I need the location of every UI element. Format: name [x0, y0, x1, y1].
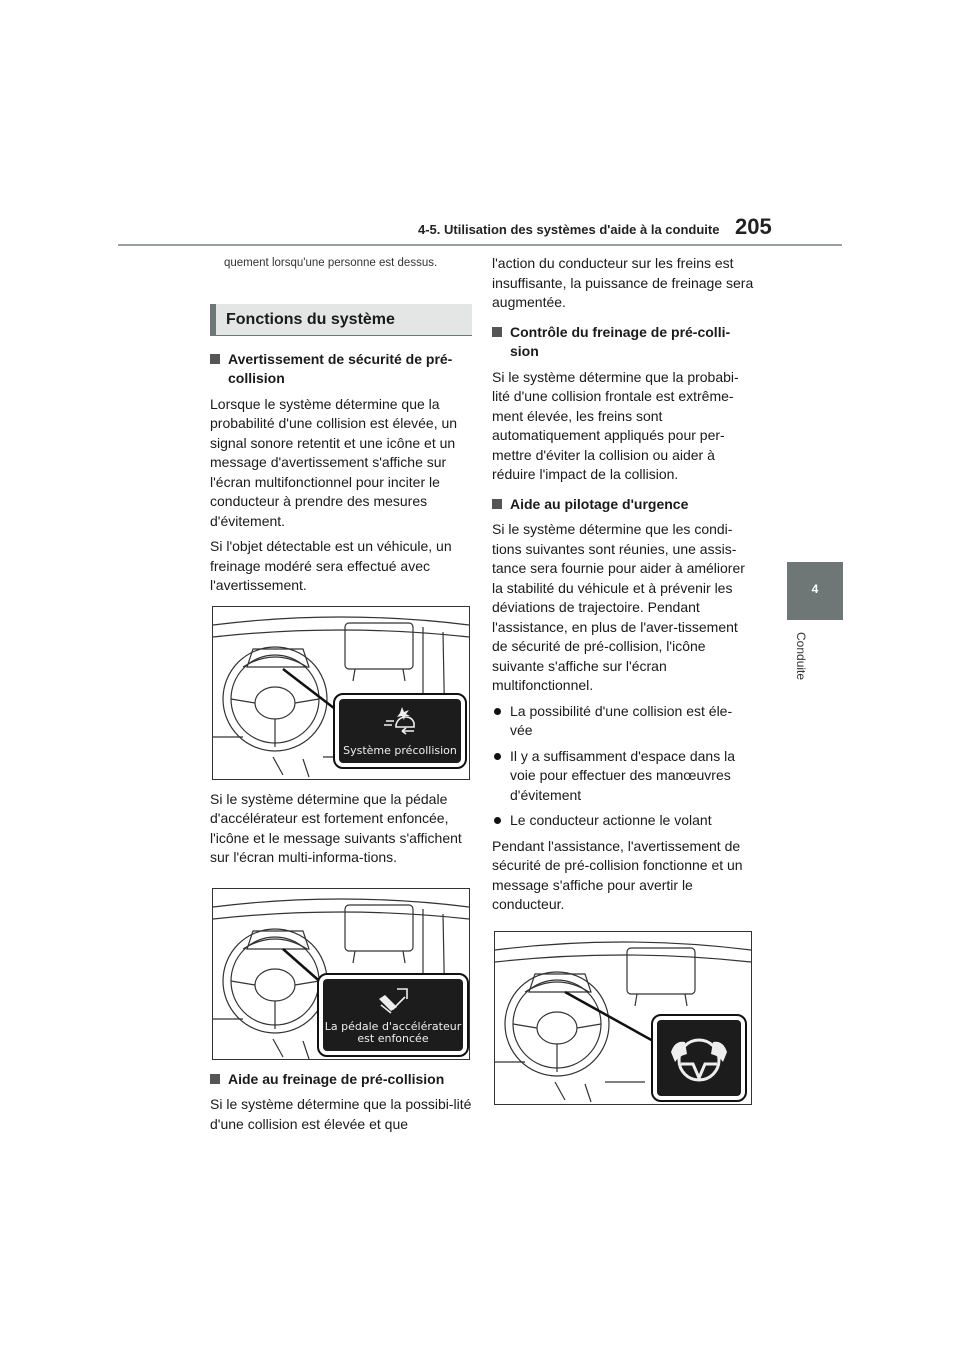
bullet-item: La possibilité d'une collision est éle-vée [492, 702, 754, 741]
accelerator-pedal-icon [375, 985, 415, 1015]
right-column [492, 254, 754, 1115]
paragraph: Lorsque le système détermine que la probabilité d'une collision est élevée, un signal sonore retentit et une icône et un message d'avertissement s'affiche sur l'écran multifonctionnel pour inciter le conducteur à prendre des mesures d'évitement. [210, 395, 458, 529]
bullet-item: Le conducteur actionne le volant [492, 811, 754, 831]
header-section-title: 4-5. Utilisation des systèmes d'aide à la conduite [418, 222, 720, 237]
section-heading: Fonctions du système [226, 310, 395, 328]
paragraph: Si le système détermine que la pédale d'accélérateur est fortement enfoncée, l'icône et le message suivants s'affichent sur l'écran multi-informa-tions. [210, 790, 462, 865]
figure-dashboard-steering-assist [494, 931, 752, 1105]
multi-info-display [323, 979, 463, 1051]
section-heading-box [210, 304, 472, 336]
chapter-tab-number: 4 [811, 582, 819, 596]
precollision-message-callout [333, 693, 467, 769]
subhead-precollision-brake-assist: Aide au freinage de pré-collision [210, 1070, 472, 1090]
subhead-emergency-steering-assist: Aide au pilotage d'urgence [492, 495, 754, 515]
paragraph: Si le système détermine que les condi-tions suivantes sont réunies, une assis-tance sera fournie pour aider à améliorer la stabilité du véhicule et à prévenir les déviations de trajectoire. Pendant l'assistance, en plus de l'aver-tissement de sécurité de pré-collision, l'icône suivante s'affiche sur l'écran multifonctionnel. [492, 521, 745, 693]
multi-info-display [339, 699, 461, 763]
left-column [210, 254, 472, 1140]
steering-wheel-hands-icon [667, 1030, 731, 1086]
paragraph: Pendant l'assistance, l'avertissement de sécurité de pré-collision fonctionne et un message s'affiche pour avertir le conducteur. [492, 837, 743, 912]
bullet-item: Il y a suffisamment d'espace dans la voie pour effectuer des manœuvres d'évitement [492, 747, 754, 806]
header-rule [118, 244, 842, 246]
chapter-tab [787, 562, 843, 620]
page-number: 205 [735, 214, 772, 239]
paragraph: l'action du conducteur sur les freins est insuffisante, la puissance de freinage sera augmentée. [492, 255, 754, 310]
paragraph: Si le système détermine que la possibi-lité d'une collision est élevée et que [210, 1096, 472, 1132]
figure-dashboard-precollision [212, 606, 470, 780]
precollision-label: Système précollision [343, 743, 457, 757]
accelerator-message-callout [317, 973, 469, 1057]
chapter-tab-label: Conduite [794, 632, 808, 681]
accelerator-label-line1: La pédale d'accélérateur [324, 1019, 462, 1033]
subhead-precollision-braking: Contrôle du freinage de pré-colli-sion [492, 323, 754, 362]
subhead-precollision-warning: Avertissement de sécurité de pré-collision [210, 350, 472, 389]
accelerator-label-line2: est enfoncée [357, 1031, 429, 1045]
precollision-warning-icon [380, 705, 420, 735]
figure-dashboard-accelerator [212, 888, 470, 1060]
multi-info-display [657, 1020, 741, 1096]
steering-assist-callout [651, 1014, 747, 1102]
paragraph: Si l'objet détectable est un véhicule, un freinage modéré sera effectué avec l'avertissement. [210, 538, 452, 593]
paragraph: Si le système détermine que la probabi-lité d'une collision frontale est extrême-ment élevée, les freins sont automatiquement appliqués pour per-mettre d'éviter la collision ou aider à réduire l'impact de la collision. [492, 368, 739, 482]
accelerator-label [323, 1021, 463, 1045]
intro-text: quement lorsqu'une personne est dessus. [224, 257, 438, 269]
